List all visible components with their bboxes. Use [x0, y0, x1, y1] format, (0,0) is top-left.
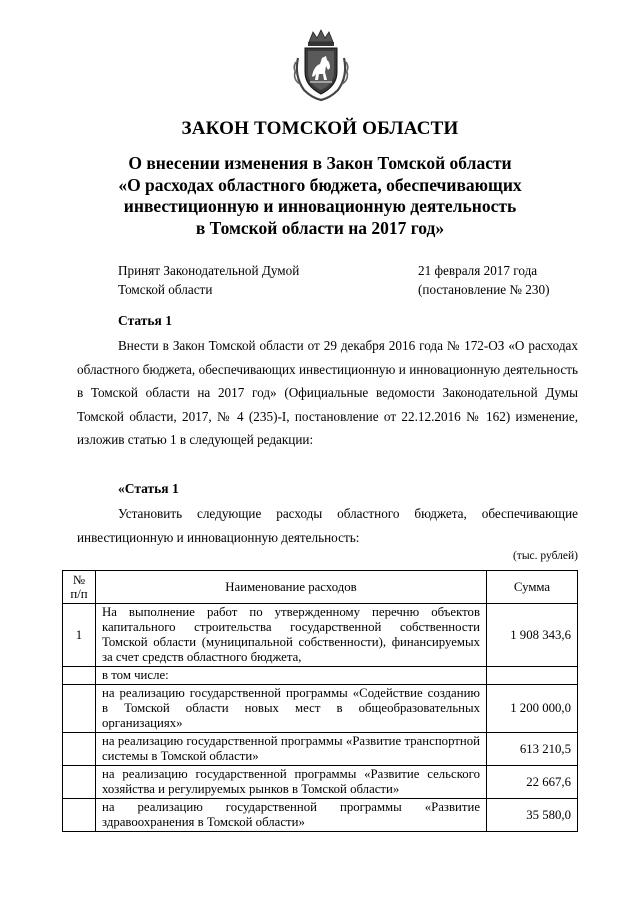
- header-number-line2: п/п: [70, 587, 88, 601]
- tomsk-region-coat-of-arms-icon: [292, 28, 350, 102]
- row-sum: 1 908 343,6: [487, 604, 578, 667]
- row-sum: 22 667,6: [487, 766, 578, 799]
- law-title: ЗАКОН ТОМСКОЙ ОБЛАСТИ: [181, 118, 459, 139]
- adoption-date: [418, 261, 549, 299]
- header-sum: Сумма: [487, 571, 578, 604]
- subtitle-line: в Томской области на 2017 год»: [195, 217, 445, 238]
- table-row: [63, 685, 578, 733]
- article-1-heading: Статья 1: [118, 313, 172, 328]
- row-sum: [487, 667, 578, 685]
- subtitle-line: «О расходах областного бюджета, обеспечивающих: [118, 174, 522, 195]
- row-number: [63, 667, 96, 685]
- adoption-date-line: 21 февраля 2017 года: [418, 263, 538, 278]
- row-number: [63, 799, 96, 832]
- row-number: 1: [63, 604, 96, 667]
- subtitle-line: инвестиционную и инновационную деятельность: [123, 196, 517, 216]
- table-row: [63, 733, 578, 766]
- subtitle-line: О внесении изменения в Закон Томской области: [128, 153, 512, 173]
- row-name: на реализацию государственной программы «Развитие транспортной системы в Томской области»: [96, 733, 487, 766]
- row-sum: 1 200 000,0: [487, 685, 578, 733]
- header-number-line1: №: [72, 573, 86, 587]
- expenses-table: [62, 570, 578, 832]
- adopted-line: Томской области: [118, 282, 213, 297]
- row-number: [63, 733, 96, 766]
- adoption-resolution-line: (постановление № 230): [418, 282, 550, 297]
- article-1-text: Внести в Закон Томской области от 29 декабря 2016 года № 172-ОЗ «О расходах областного бюджета, обеспечивающих инвестиционную и инновационную деятельность в Томской области на 2017 год» (Официальные ведомости Законодательной Думы Томской области, 2017, № 4 (235)-I, постановление от 22.12.2016 № 162) изменение, изложив статью 1 в следующей редакции:: [77, 338, 578, 448]
- row-name: на реализацию государственной программы «Развитие сельского хозяйства и регулируемых рынков в Томской области»: [96, 766, 487, 799]
- table-row: [63, 766, 578, 799]
- adopted-line: Принят Законодательной Думой: [118, 263, 300, 278]
- table-row: [63, 667, 578, 685]
- table-header-row: [63, 571, 578, 604]
- table-row: [63, 604, 578, 667]
- row-name: на реализацию государственной программы «Содействие созданию в Томской области новых мест в общеобразовательных организациях»: [96, 685, 487, 733]
- header-number: [63, 571, 96, 604]
- row-sum: 613 210,5: [487, 733, 578, 766]
- row-name: на реализацию государственной программы «Развитие здравоохранения в Томской области»: [96, 799, 487, 832]
- row-number: [63, 685, 96, 733]
- quoted-article-text: Установить следующие расходы областного бюджета, обеспечивающие инвестиционную и инновационную деятельность:: [77, 506, 578, 545]
- row-name: На выполнение работ по утвержденному перечню объектов капитального строительства государственной собственности Томской области (муниципальной собственности), финансируемых за счет средств областного бюджета,: [96, 604, 487, 667]
- header-name: Наименование расходов: [96, 571, 487, 604]
- quoted-article-heading: «Статья 1: [118, 481, 179, 496]
- row-number: [63, 766, 96, 799]
- row-name: в том числе:: [96, 667, 487, 685]
- law-subtitle: [60, 153, 580, 239]
- row-sum: 35 580,0: [487, 799, 578, 832]
- table-unit: (тыс. рублей): [512, 550, 578, 562]
- table-row: [63, 799, 578, 832]
- adopted-by: [118, 261, 299, 299]
